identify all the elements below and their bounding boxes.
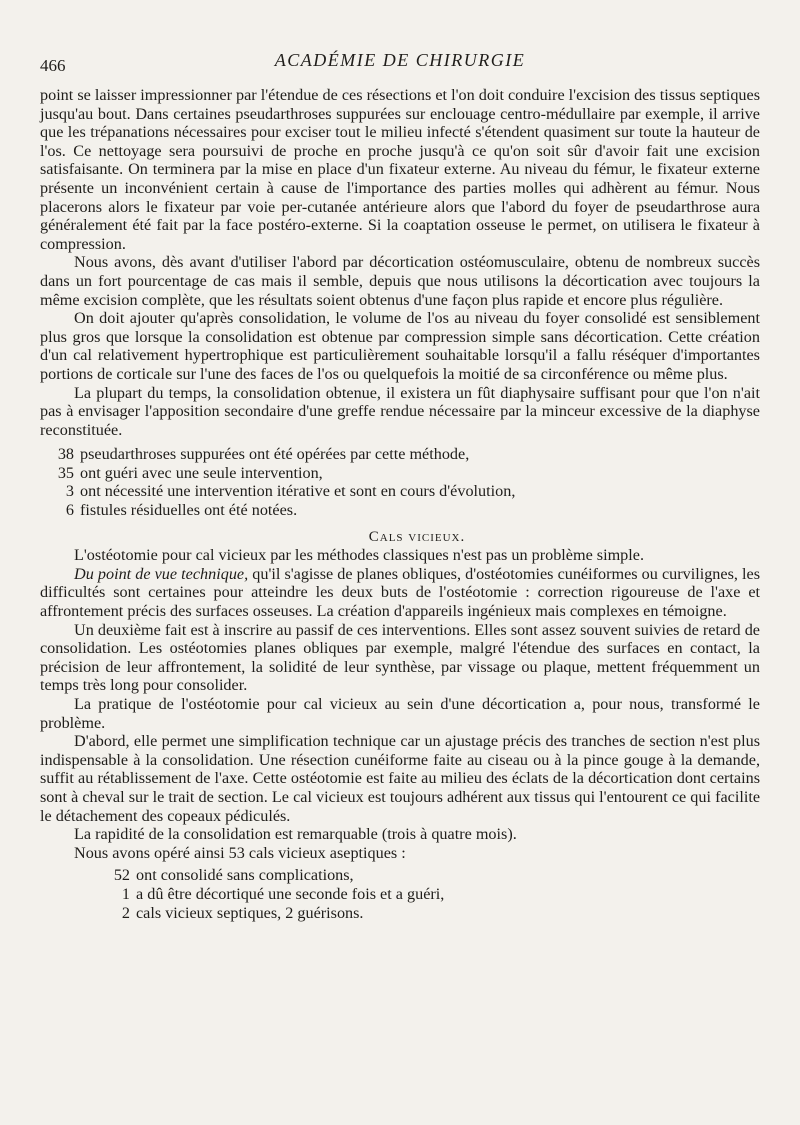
list-item <box>40 482 760 501</box>
paragraph: L'ostéotomie pour cal vicieux par les méthodes classiques n'est pas un problème simple. <box>74 546 645 565</box>
paragraph: point se laisser impressionner par l'étendue de ces résections et l'on doit conduire l'excision des tissus septiques jusqu'au bout. Dans certaines pseudarthroses suppurées sur enclouage centro-médullaire par exemple, il arrive que les trépanations nécessaires pour exciser tout le milieu infecté s'étendent quasiment sur toute la hauteur de l'os. Ce nettoyage sera poursuivi de proche en proche jusqu'à ce qu'on soit sûr d'avoir fait une excision satisfaisante. On terminera par la mise en place d'un fixateur externe. Au niveau du fémur, le fixateur externe présente un inconvénient certain à cause de l'importance des parties molles qui adhèrent au fémur. Nous placerons alors le fixateur par voie per-cutanée antérieure alors que l'abord du foyer de pseudarthrose aura généralement été fait par la face postéro-externe. Si la coaptation osseuse le permet, on utilisera le fixateur à compression. <box>40 86 760 253</box>
list-item-text: ont guéri avec une seule intervention, <box>80 463 323 482</box>
list-item <box>40 464 760 483</box>
list-item-text: a dû être décortiqué une seconde fois et a guéri, <box>136 884 445 903</box>
list-item-number: 52 <box>113 866 130 885</box>
paragraph: D'abord, elle permet une simplification technique car un ajustage précis des tranches de section n'est plus indispensable à la consolidation. Une résection cunéiforme faite au ciseau ou à la pince gouge à la demande, suffit au rétablissement de l'axe. Cette ostéotomie est faite au milieu des éclats de la décortication dont certains sont à cheval sur le trait de section. Le cal vicieux est toujours adhérent aux tissus qui l'entourent ce qui facilite le détachement des copeaux pédiculés. <box>40 732 760 825</box>
paragraph: La rapidité de la consolidation est remarquable (trois à quatre mois). <box>74 825 517 844</box>
list-item-number: 35 <box>57 463 74 482</box>
list-item <box>40 904 760 923</box>
list-item-number: 6 <box>65 501 74 520</box>
list-item-number: 2 <box>121 903 130 922</box>
list-item-number: 38 <box>57 445 74 464</box>
section-title: Cals vicieux. <box>368 528 466 545</box>
list-item-text: cals vicieux septiques, 2 guérisons. <box>136 903 364 922</box>
paragraph: Nous avons, dès avant d'utiliser l'abord par décortication ostéomusculaire, obtenu de nombreux succès dans un fort pourcentage de cas mais il semble, depuis que nous utilisons la décortication avec toujours la même excision complète, que les résultats soient obtenus d'une façon plus rapide et encore plus régulière. <box>40 253 760 309</box>
results-list-cals <box>40 866 760 922</box>
page-number: 466 <box>40 56 66 75</box>
list-item-number: 3 <box>65 482 74 501</box>
list-item <box>40 866 760 885</box>
emphasis-text: Du point de vue technique, <box>74 564 249 583</box>
paragraph: On doit ajouter qu'après consolidation, le volume de l'os au niveau du foyer consolidé est sensiblement plus gros que lorsque la consolidation est obtenue par compression simple sans décortication. Cette création d'un cal relativement hypertrophique est particulièrement souhaitable lorsqu'il a fallu réséquer d'importantes portions de corticale sur l'une des faces de l'os ou quelquefois la moitié de sa circonférence ou même plus. <box>40 309 760 383</box>
paragraph-text: qu'il s'agisse de planes obliques, d'ostéotomies cunéiformes ou curvilignes, les difficultés sont certaines pour atteindre les deux buts de l'ostéotomie : correction rigoureuse de l'axe et affrontement précis des surfaces osseuses. La création d'appareils ingénieux mais complexes en témoigne. <box>40 564 760 621</box>
list-item-text: pseudarthroses suppurées ont été opérées par cette méthode, <box>80 445 470 464</box>
results-list-pseudarthroses <box>40 445 760 519</box>
running-title: ACADÉMIE DE CHIRURGIE <box>274 50 526 70</box>
paragraph: La plupart du temps, la consolidation obtenue, il existera un fût diaphysaire suffisant pour que l'on n'ait pas à envisager l'apposition secondaire d'une greffe rendue nécessaire par la minceur excessive de la diaphyse reconstituée. <box>40 383 760 439</box>
list-item-number: 1 <box>121 884 130 903</box>
list-item <box>40 885 760 904</box>
paragraph: Un deuxième fait est à inscrire au passif de ces interventions. Elles sont assez souvent suivies de retard de consolidation. Les ostéotomies planes obliques par exemple, malgré l'étendue des surfaces en contact, la précision de leur affrontement, la solidité de leur synthèse, par vissage ou plaque, mettent fréquemment un temps très long pour consolider. <box>40 620 760 695</box>
list-item <box>40 501 760 520</box>
list-item-text: ont nécessité une intervention itérative et sont en cours d'évolution, <box>80 482 516 501</box>
list-item-text: fistules résiduelles ont été notées. <box>80 501 298 520</box>
paragraph <box>40 565 760 621</box>
list-item <box>40 445 760 464</box>
page-header <box>40 50 760 78</box>
page-body <box>40 86 760 922</box>
list-item-text: ont consolidé sans complications, <box>136 866 354 885</box>
paragraph: La pratique de l'ostéotomie pour cal vicieux au sein d'une décortication a, pour nous, transformé le problème. <box>40 695 760 732</box>
paragraph: Nous avons opéré ainsi 53 cals vicieux aseptiques : <box>74 843 406 862</box>
